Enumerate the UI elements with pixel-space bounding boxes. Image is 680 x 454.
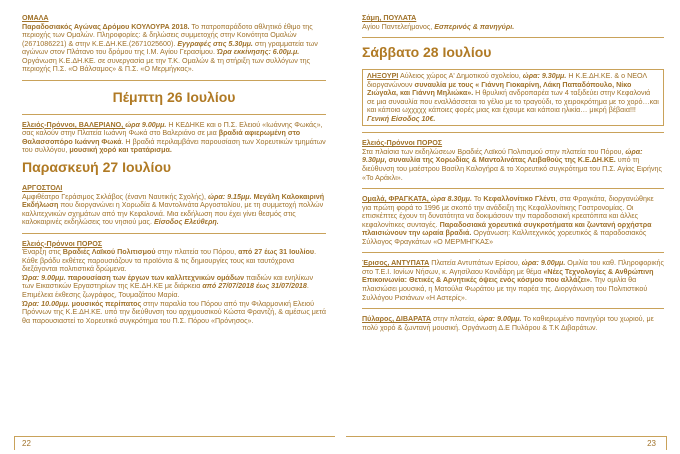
omala-subtitle: Παραδοσιακός Αγώνας Δρόμου ΚΟΥΛΟΥΡΑ 2018. <box>22 22 190 31</box>
footer-rule-right <box>346 436 667 450</box>
thursday-time: ώρα 9.00μμ. <box>125 120 167 129</box>
poros-friday-heading: Ελειός-Πρόννοι ΠΟΡΟΣ <box>22 239 103 248</box>
argostoli-heading: ΑΡΓΟΣΤΟΛΙ <box>22 184 63 193</box>
pylaros-body-2: Το καθιερωμένο πανηγύρι του χωριού, με πολύ χορό & ζωντανή μουσική. Οργάνωση Δ.Ε Πυλάρου & Τ.Κ Διβαράτων. <box>362 315 654 332</box>
poros-friday-dates: από 27/07/2018 έως 31/07/2018 <box>202 282 307 291</box>
omala-body-1: Το πατροπαράδοτο αθλητικό έθιμο της περιοχής των Ομαλών. Πληροφορίες: & δηλώσεις συμμετοχής στην Κοινότητα Ομαλών (2671086221) & στην Κ.Ε.ΔΗ.ΚΕ.(2671025600). <box>22 22 313 48</box>
erisos-body-1: Πλατεία Αντυπάτων Ερίσου, <box>429 259 522 268</box>
omala-saturday-event <box>362 195 664 246</box>
omala-registration: Εγγραφές στις 5.30μμ. <box>177 39 253 48</box>
poros-friday-bold-1: Βραδιές Λαϊκού Πολιτισμού <box>62 248 156 257</box>
lixouri-body-2: Η Κ.Ε.ΔΗ.ΚΕ. & ο ΝΕΟΛ διοργανώνουν <box>367 72 647 89</box>
poros-friday-bold-3: παρουσίαση των έργων των καλλιτεχνικών ομάδων <box>65 273 245 282</box>
omala-heading: ΟΜΑΛΑ <box>22 14 49 22</box>
omala-body-2: στη γραμματεία των αγώνων στον Πλάτανο του δρόμου της Ι.Μ. Αγίου Γερασίμου. <box>22 39 318 57</box>
sami-bold: Εσπερινός & πανηγύρι. <box>434 22 515 31</box>
poros-friday-body-5: . Επιμέλεια έκθεσης ζωγράφος, Τουμαζάτου Μαρία. <box>22 282 309 300</box>
divider <box>362 252 664 253</box>
erisos-bold-1: «Νέες Τεχνολογίες & Ανθρώπινη Επικοινωνία: Θετικές & Αρνητικές όψεις ενός κόσμου που αλλάζει». <box>362 267 654 285</box>
sami-event <box>362 14 664 31</box>
poros-saturday-heading: Ελειός-Πρόννοι ΠΟΡΟΣ <box>362 139 443 148</box>
footer-rule-left <box>14 436 335 450</box>
erisos-body-2: Ομιλία του καθ. Πληροφορικής στο Τ.Ε.Ι. Ιονίων Νήσων, κ. Αγησίλαου Κονιδάρη με θέμα <box>362 259 664 276</box>
poros-friday-bold-4: μουσικός περίπατος <box>69 299 142 308</box>
pylaros-body-1: στην πλατεία, <box>431 315 478 324</box>
poros-friday-time-1: Ώρα: 9.00μμ. <box>22 273 66 282</box>
argostoli-event <box>22 184 326 227</box>
page-number-right: 23 <box>647 439 656 448</box>
argostoli-body-1: Αμφιθέατρο Γεράσιμος Σκλάβος (έναντι Ναυτικής Σχολής), <box>22 192 209 201</box>
divider <box>362 188 664 189</box>
poros-friday-body-3: . Κάθε βράδυ εκθέτες παρουσιάζουν τα προϊόντα & τις δημιουργίες τους και ταυτόχρονα διεξάγονται πολιτιστικά δρώμενα. <box>22 248 317 274</box>
erisos-heading: Έρισος, ΑΝΤΥΠΑΤΑ <box>362 259 430 268</box>
omala-saturday-heading: Ομαλά, ΦΡΑΓΚΑΤΑ, <box>362 195 431 204</box>
divider <box>22 80 326 81</box>
argostoli-body-2: που διοργανώνει η Χορωδία & Μαντολινάτα Αργοστολίου, με τη συμμετοχή πολλών καλλιτεχνικών σχημάτων από την Κεφαλονιά. Μια εκδήλωση που έχει γίνει θεσμός στις καλοκαιρινές εκδηλώσεις του νησιού μας. <box>22 201 324 227</box>
sami-body: Αγίου Παντελεήμονος, <box>362 22 435 31</box>
lixouri-bold-1: συναυλία με τους « Γιάννη Γιοκαρίνη, Λάκη Παπαδόπουλο, Νίκο Ζιώγαλα, και Γιάννη Μηλιώκα». <box>367 80 632 98</box>
omala-saturday-time: ώρα 8.30μμ. <box>430 195 472 204</box>
omala-saturday-body-1: Το <box>471 195 484 204</box>
poros-friday-bold-2: από 27 έως 31 Ιουλίου <box>238 248 315 257</box>
day-title-saturday: Σάββατο 28 Ιουλίου <box>362 44 492 61</box>
divider <box>22 233 326 234</box>
divider <box>362 37 664 38</box>
erisos-event <box>362 259 664 302</box>
thursday-bold-2: μουσική χορό και τρατάρισμα. <box>69 146 172 155</box>
poros-saturday-bold-1: , συναυλία της Χορωδίας & Μαντολινάτας Λειβαθούς της Κ.Ε.ΔΗ.ΚΕ. <box>384 156 616 165</box>
pylaros-time: ώρα: 9.00μμ. <box>477 315 522 324</box>
lixouri-body-3: Η θρυλική ανδροπαρέα των 4 ταξιδεύει στην Κεφαλονιά σε μια συναυλία που εναλλάσσεται το γέλιο με το τραγούδι, το χειροκρότημα με το χορό…και και κάποια ωχχχχχ κάποιες φορές μιας και έχουμε και κάποια ηλικία… μικρή βέβαια!!! <box>367 89 659 115</box>
right-page <box>340 0 680 454</box>
omala-body-3: Οργάνωση Κ.Ε.ΔΗ.ΚΕ. σε συνεργασία με την Τ.Κ. Ομαλών & τη στήριξη των συλλόγων της περιοχής Π.Σ. «Ο Βάλσαμος» & Π.Σ. «Ο Μερμήγκας». <box>22 56 311 74</box>
divider <box>362 308 664 309</box>
poros-saturday-body-2: υπό τη διεύθυνση του μαέστρου Βασίλη Καλογήρα & το Χορευτικό συγκρότημα του Π.Σ. Αγίας Ειρήνης «Το Αράκλι». <box>362 156 662 182</box>
thursday-bold-1: βραδιά αφιερωμένη στο Θαλασσοπόρο Ιωάννη Φωκά <box>22 129 301 146</box>
erisos-body-3: Την ομιλία θα πλαισιώσει μουσικά, η Ματούλα Φωράτου με την παρέα της. Διοργάνωση του Πολιτιστικού Συλλόγου Ρισιάνων «Η Αστερίς». <box>362 276 648 302</box>
omala-section <box>22 14 326 74</box>
divider <box>362 132 664 133</box>
poros-friday-time-2: Ώρα: 10.00μμ. <box>22 299 70 308</box>
omala-saturday-body-3: Οργάνωση: Καλλιτεχνικός χορευτικός & παραδοσιακός Σύλλογος Φραγκάτων «Ο ΜΕΡΜΗΓΚΑΣ» <box>362 229 647 246</box>
right-column <box>362 14 664 332</box>
omala-saturday-bold-1: Κεφαλλονίτικο Γλέντι <box>483 195 556 204</box>
day-title-friday: Παρασκευή 27 Ιουλίου <box>22 159 172 176</box>
poros-friday-body-1: Έναρξη στις <box>22 248 63 257</box>
thursday-body-1: Η ΚΕΔΗΚΕ και ο Π.Σ. Ελειού «Ιωάννης Φωκάς», σας καλούν στην Πλατεία Ιωάννη Φωκά στο Βαλεριάνο σε μια <box>22 120 323 138</box>
poros-friday-event <box>22 240 326 325</box>
pylaros-event <box>362 315 664 332</box>
argostoli-time: ώρα: 9.15μμ. <box>208 192 252 201</box>
argostoli-bold: Μεγάλη Καλοκαιρινή Εκδήλωση <box>22 192 325 210</box>
thursday-event <box>22 121 326 155</box>
poros-friday-body-2: στην πλατεία του Πόρου, <box>155 248 239 257</box>
poros-saturday-time: ώρα: 9.30μμ <box>362 147 643 165</box>
lixouri-event <box>362 69 664 126</box>
left-column <box>22 14 326 325</box>
lixouri-heading: ΛΗΞΟΥΡΙ <box>367 72 399 81</box>
day-title-thursday: Πέμπτη 26 Ιουλίου <box>112 88 236 105</box>
omala-saturday-body-2: , στα Φραγκάτα, διοργανώθηκε για πρώτη φορά το 1996 με σκοπό την ανάδειξη της Κεφαλλονίτικης Γαστρονομίας. Οι επισκέπτες έχουν τη δυνατότητα να δοκιμάσουν την παραδοσιακή κρεατόπιτα και άλλες κεφαλονίτικες συνταγές. <box>362 195 654 229</box>
argostoli-free-entry: Είσοδος Ελεύθερη. <box>153 218 219 227</box>
thursday-heading: Ελειός-Πρόννοι, ΒΑΛΕΡΙΑΝΟ, <box>22 120 126 129</box>
lixouri-body-1: Αύλειος χώρος Α' Δημοτικού σχολείου, <box>398 72 523 81</box>
erisos-time: ώρα: 9.00μμ. <box>521 259 566 268</box>
poros-friday-body-4: παιδιών και ενηλίκων των Εικαστικών Εργαστηρίων της ΚΕ.ΔΗ.ΚΕ με διάρκεια <box>22 273 314 291</box>
omala-saturday-bold-2: Παραδοσιακά χορευτικά συγκροτήματα και ζωντανή ορχήστρα πλαισιώνουν την ωραία βραδιά. <box>362 220 652 238</box>
omala-start-time: Ώρα εκκίνησης: 6.00μ.μ. <box>216 48 300 57</box>
sami-heading: Σάμη, ΠΟΥΛΑΤΑ <box>362 14 417 22</box>
pylaros-heading: Πύλαρος, ΔΙΒΑΡΑΤΑ <box>362 315 431 324</box>
poros-saturday-body-1: Στα πλαίσια των εκδηλώσεων Βραδιές Λαϊκού Πολιτισμού στην πλατεία του Πόρου, <box>362 147 626 156</box>
lixouri-ticket: Γενική Είσοδος 10€. <box>367 114 436 123</box>
thursday-body-2: . Η βραδιά περιλαμβάνει παρουσίαση των Χορευτικών τμημάτων του συλλόγου, <box>22 137 326 155</box>
poros-saturday-event <box>362 139 664 182</box>
lixouri-time: ώρα: 9.30μμ. <box>522 72 567 81</box>
poros-friday-body-6: στην παραλία του Πόρου από την Φιλαρμονική Ελειού Πρόννων της Κ.Ε.ΔΗ.ΚΕ. υπό την διεύθυνση του αρχιμουσικού Κώστα Φραντζή, & αμέσως μετά θα παρουσιαστεί το Χορευτικό συγκρότημα του Π.Σ. Πόρου «Πρόνησος». <box>22 299 326 325</box>
divider <box>22 114 326 115</box>
page-number-left: 22 <box>22 439 31 448</box>
